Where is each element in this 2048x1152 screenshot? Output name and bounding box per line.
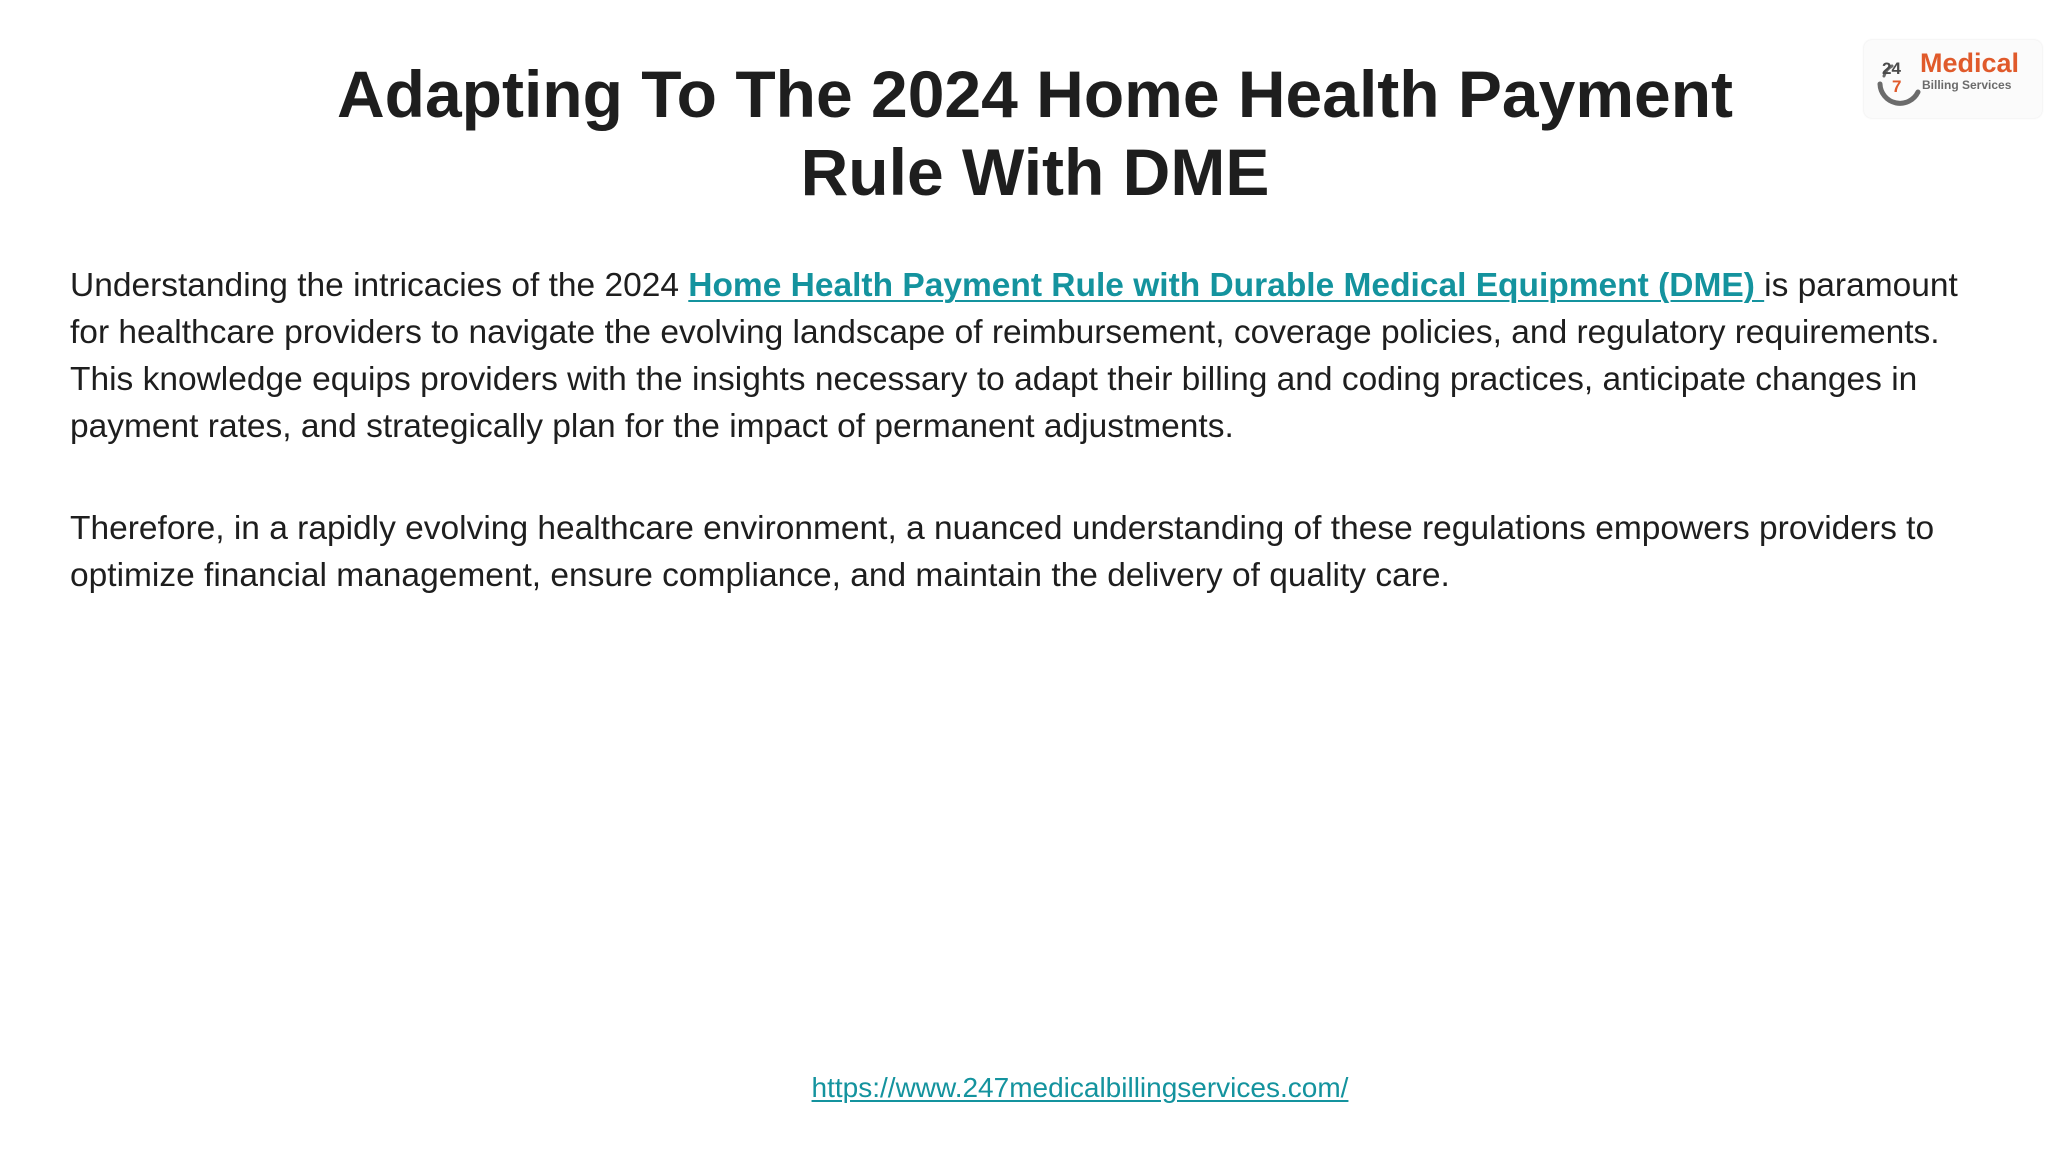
- website-url-link[interactable]: https://www.247medicalbillingservices.com/: [811, 1072, 1349, 1103]
- logo-tagline: Billing Services: [1922, 78, 2012, 92]
- intro-text-end: is paramount for healthcare providers to navigate the evolving landscape of reimbursement, coverage policies, and regulatory requirements. This knowledge equips providers with the insights necessary to adapt their billing and coding practices, anticipate changes in payment rates, and strategically plan for the impact of permanent adjustments.: [70, 267, 1958, 445]
- logo-number-24: 24: [1882, 59, 1901, 78]
- slide-title-line-2: Rule With DME: [800, 135, 1270, 209]
- slide-title-line-1: Adapting To The 2024 Home Health Payment: [336, 57, 1734, 131]
- conclusion-paragraph: Therefore, in a rapidly evolving healthcare environment, a nuanced understanding of these regulations empowers providers to optimize financial management, ensure compliance, and maintain the delivery of quality care.: [70, 510, 1935, 594]
- logo-number-7: 7: [1892, 77, 1902, 96]
- intro-paragraph: [70, 262, 1990, 450]
- logo-wordmark: Medical: [1920, 48, 2020, 78]
- slide-title: [260, 55, 1810, 211]
- intro-text-start: Understanding the intricacies of the 2024: [70, 267, 689, 304]
- company-logo: [1864, 40, 2042, 118]
- dme-rule-link[interactable]: Home Health Payment Rule with Durable Medical Equipment (DME): [688, 267, 1765, 304]
